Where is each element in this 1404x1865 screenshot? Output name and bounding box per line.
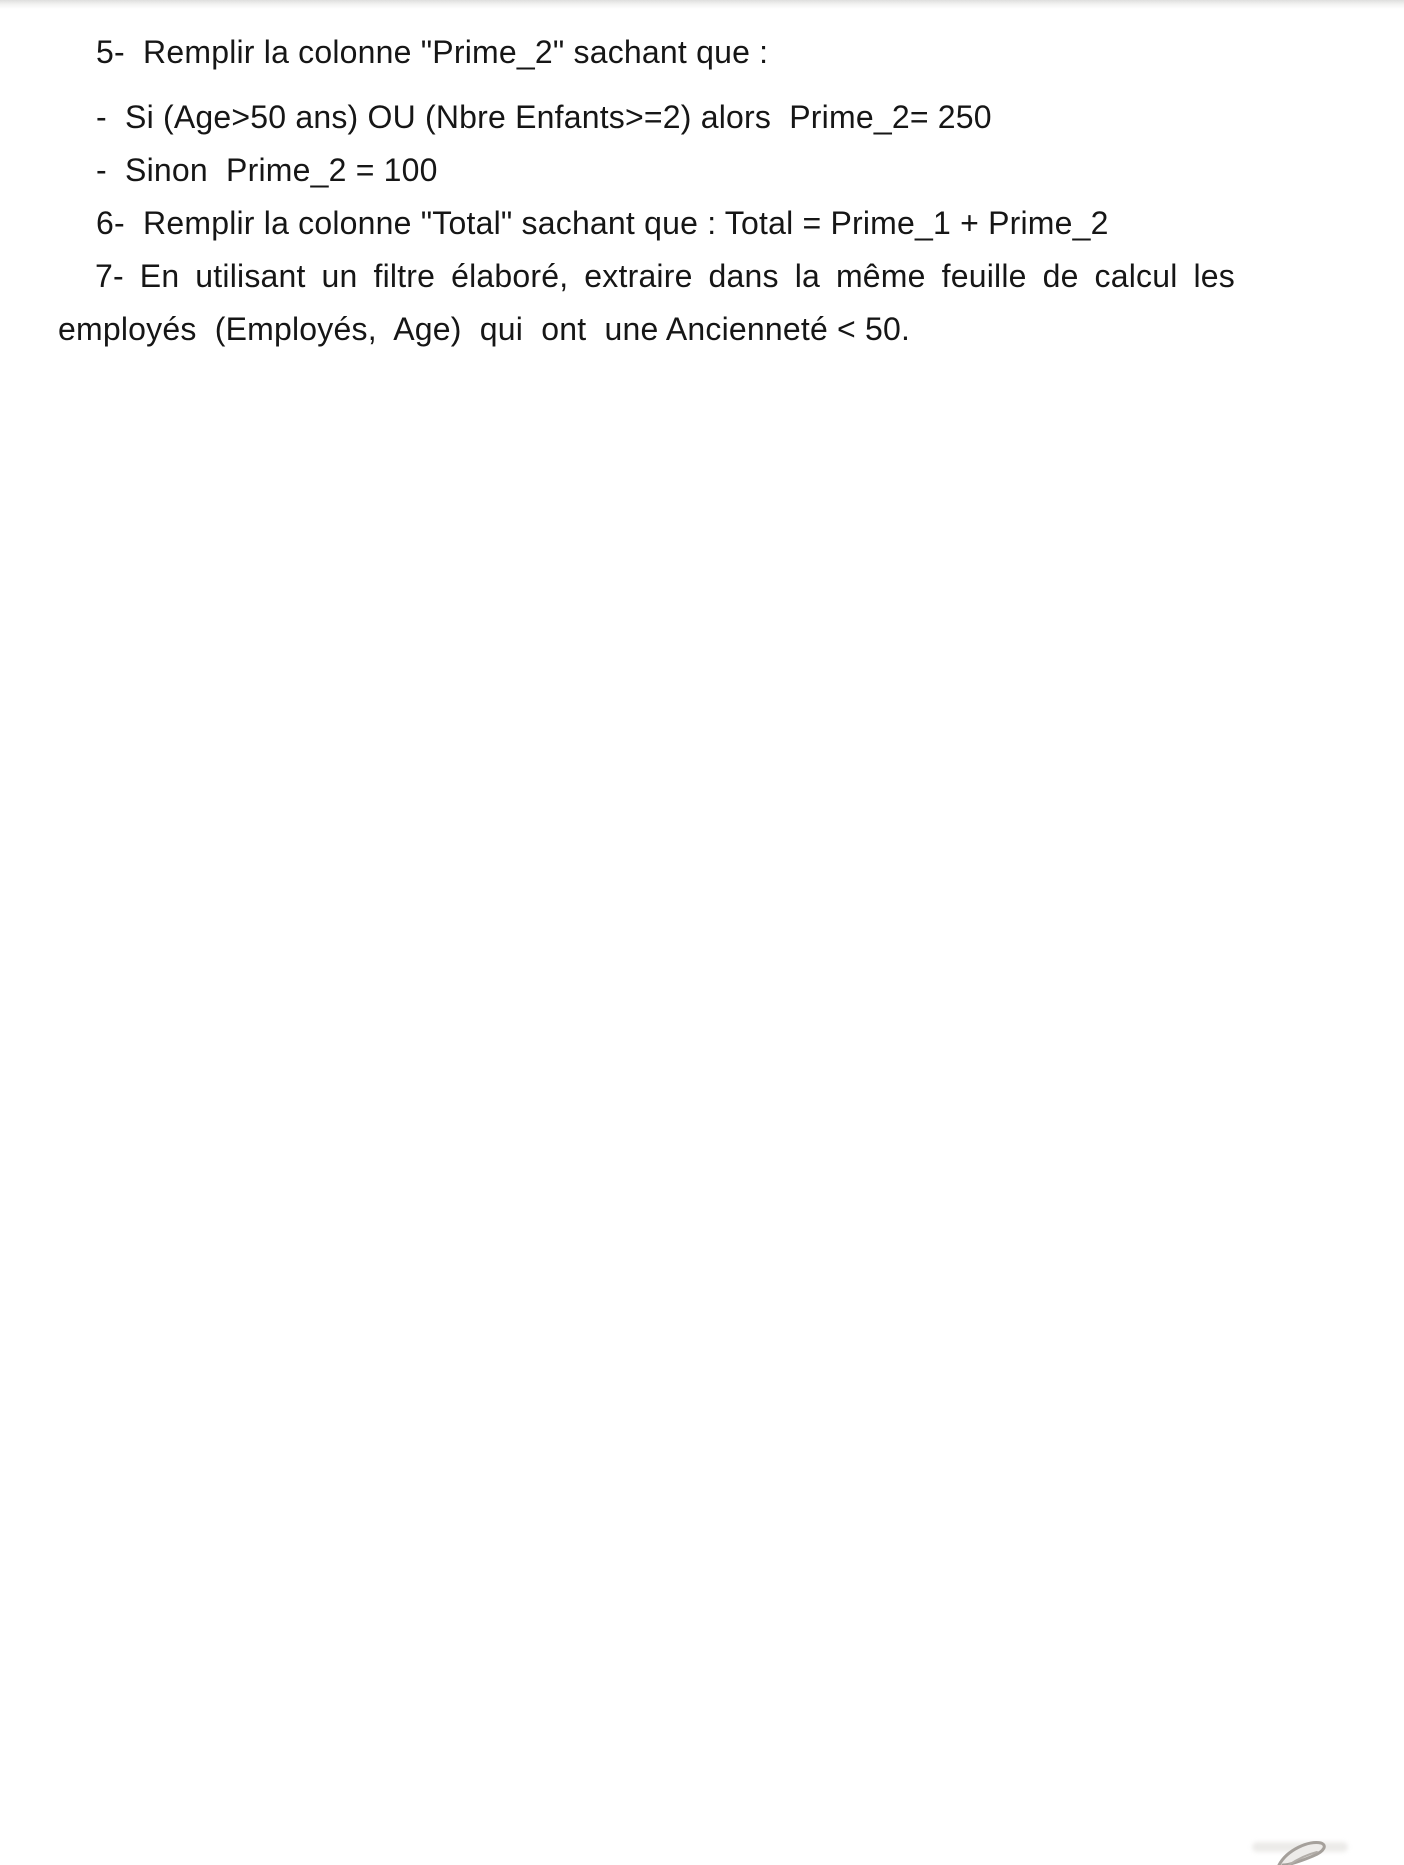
task-item-7-line-1: 7- En utilisant un filtre élaboré, extraire dans la même feuille de calcul les	[95, 258, 1235, 294]
task-item-6: 6- Remplir la colonne "Total" sachant que : Total = Prime_1 + Prime_2	[96, 205, 1109, 241]
pen-mark	[1243, 1834, 1383, 1865]
document-text-block	[58, 0, 1235, 356]
photocopy-smudge	[1252, 1842, 1348, 1852]
task-item-5: 5- Remplir la colonne "Prime_2" sachant que :	[96, 34, 769, 70]
bullet-condition-si: - Si (Age>50 ans) OU (Nbre Enfants>=2) alors Prime_2= 250	[96, 99, 992, 135]
task-item-7-line-2: employés (Employés, Age) qui ont une Ancienneté < 50.	[58, 311, 911, 347]
bullet-condition-sinon: - Sinon Prime_2 = 100	[96, 152, 438, 188]
